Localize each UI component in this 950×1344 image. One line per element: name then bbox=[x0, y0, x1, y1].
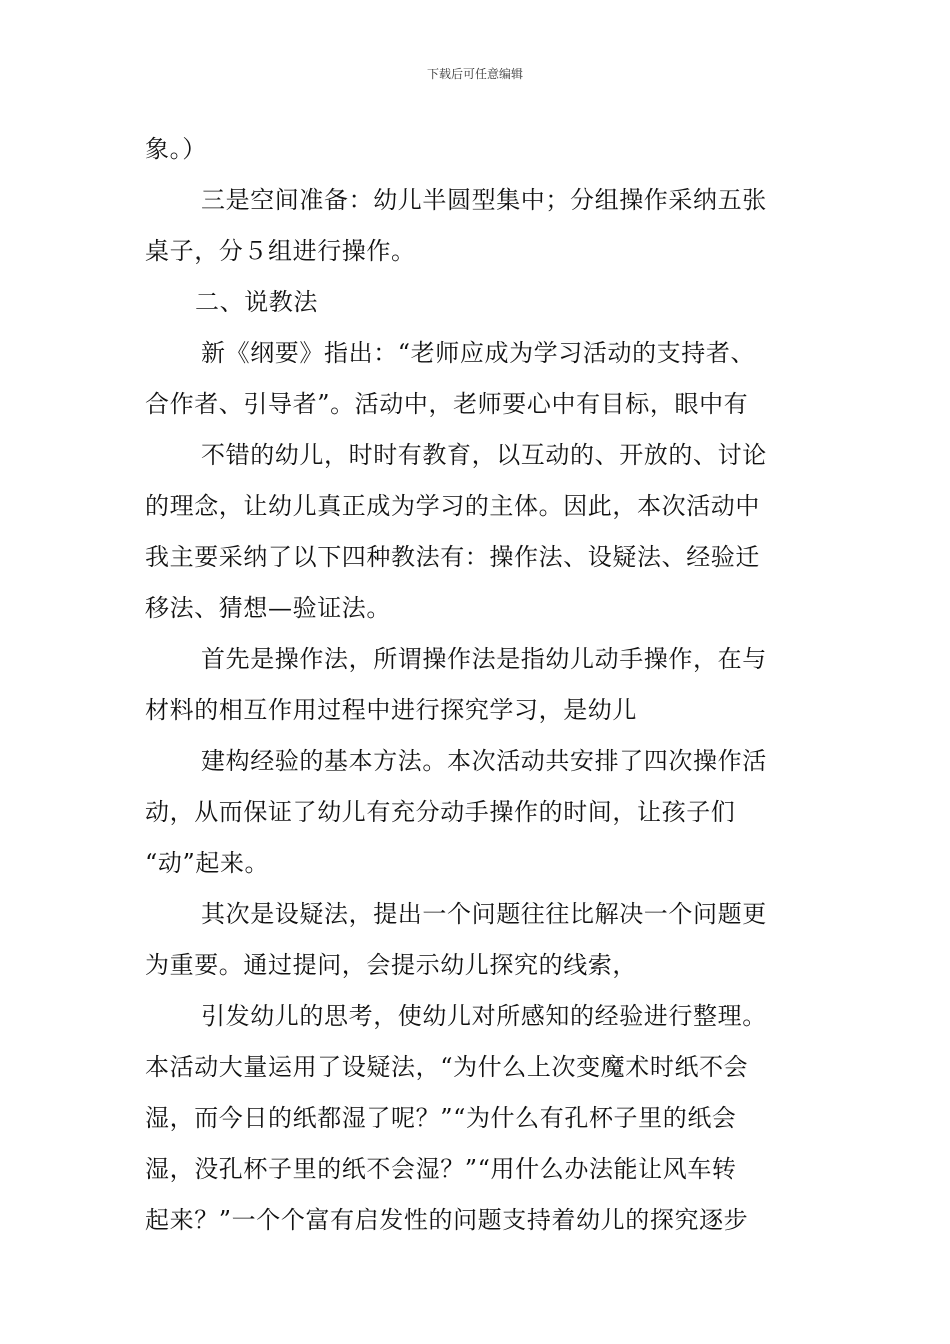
text-line: 不错的幼儿，时时有教育，以互动的、开放的、讨论 bbox=[201, 441, 767, 469]
text-line: 动，从而保证了幼儿有充分动手操作的时间，让孩子们 bbox=[145, 798, 736, 826]
text-line: 湿，而今日的纸都湿了呢？”“为什么有孔杯子里的纸会 bbox=[145, 1104, 737, 1132]
section-heading: 二、说教法 bbox=[195, 288, 318, 316]
text-line: 其次是设疑法，提出一个问题往往比解决一个问题更 bbox=[201, 900, 767, 928]
text-line: 为重要。通过提问，会提示幼儿探究的线索， bbox=[145, 951, 637, 979]
text-line: 三是空间准备：幼儿半圆型集中；分组操作采纳五张 bbox=[201, 186, 767, 214]
text-line: 起来？”一个个富有启发性的问题支持着幼儿的探究逐步 bbox=[145, 1206, 749, 1234]
text-line: 新《纲要》指出：“老师应成为学习活动的支持者、 bbox=[201, 339, 756, 367]
text-line: 的理念，让幼儿真正成为学习的主体。因此，本次活动中 bbox=[145, 492, 760, 520]
text-line: 材料的相互作用过程中进行探究学习，是幼儿 bbox=[145, 696, 637, 724]
text-line: 我主要采纳了以下四种教法有：操作法、设疑法、经验迁 bbox=[145, 543, 760, 571]
text-line: 首先是操作法，所谓操作法是指幼儿动手操作，在与 bbox=[201, 645, 767, 673]
text-line: 移法、猜想—验证法。 bbox=[145, 594, 391, 622]
text-line: 合作者、引导者”。活动中，老师要心中有目标，眼中有 bbox=[145, 390, 749, 418]
document-body bbox=[145, 124, 817, 1246]
text-line: 湿，没孔杯子里的纸不会湿？”“用什么办法能让风车转 bbox=[145, 1155, 737, 1183]
text-line: 桌子，分５组进行操作。 bbox=[145, 237, 416, 265]
text-line: “动”起来。 bbox=[145, 849, 270, 877]
page-header-note: 下载后可任意编辑 bbox=[426, 67, 523, 81]
text-line: 引发幼儿的思考，使幼儿对所感知的经验进行整理。 bbox=[201, 1002, 767, 1030]
text-line: 象。） bbox=[145, 135, 207, 163]
text-line: 本活动大量运用了设疑法，“为什么上次变魔术时纸不会 bbox=[145, 1053, 749, 1081]
text-line: 建构经验的基本方法。本次活动共安排了四次操作活 bbox=[201, 747, 767, 775]
